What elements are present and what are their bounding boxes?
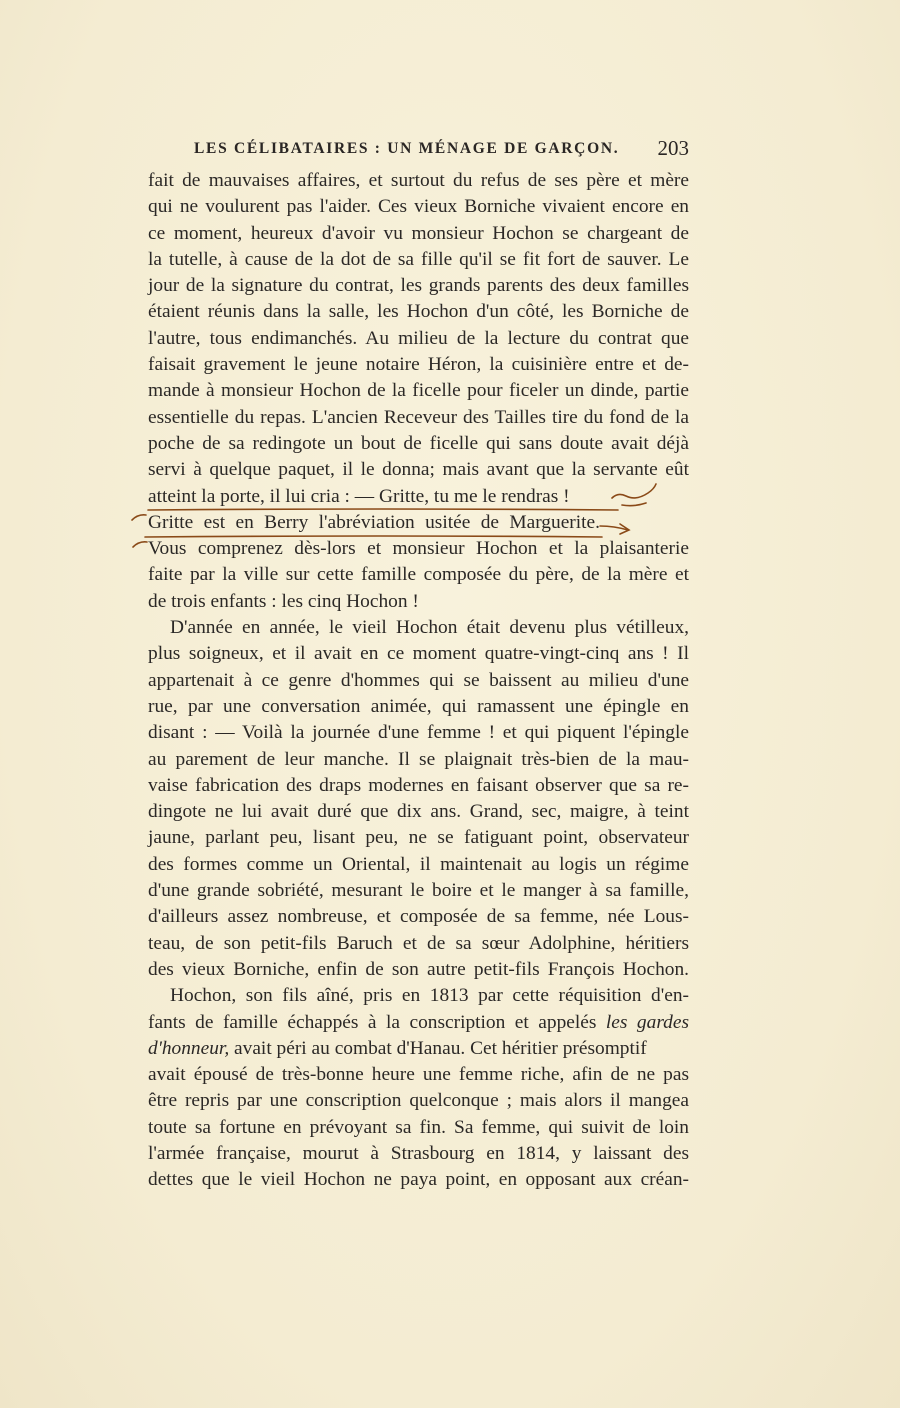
- text-line: l'autre, tous endimanchés. Au milieu de la lecture du contrat que: [148, 327, 689, 349]
- tick-mark: [133, 542, 147, 547]
- text-line: atteint la porte, il lui cria : — Gritte, tu me le rendras !: [148, 485, 570, 507]
- body-text: [148, 168, 689, 1194]
- text-line-with-italic: [148, 1010, 689, 1036]
- text-line: d'ailleurs assez nombreuse, et composée de sa femme, née Lous-: [148, 906, 689, 928]
- page-number: 203: [657, 136, 689, 160]
- text-line: servi à quelque paquet, il le donna; mais avant que la servante eût: [148, 459, 689, 481]
- text-line: d'une grande sobriété, mesurant le boire et le manger à sa famille,: [148, 880, 689, 902]
- text-line: mande à monsieur Hochon de la ficelle pour ficeler un dinde, partie: [148, 380, 689, 402]
- text-line: être repris par une conscription quelconque ; mais alors il mangea: [148, 1090, 689, 1112]
- text-line: Vous comprenez dès-lors et monsieur Hochon et la plaisanterie: [148, 538, 689, 560]
- text-line: l'armée française, mourut à Strasbourg en 1814, y laissant des: [148, 1142, 689, 1164]
- italic-text: d'honneur,: [148, 1037, 230, 1059]
- text-line: vaise fabrication des draps modernes en faisant observer que sa re-: [148, 774, 689, 796]
- text-line: faite par la ville sur cette famille composée du père, de la mère et: [148, 564, 689, 586]
- text-line: la tutelle, à cause de la dot de sa fille qu'il se fit fort de sauver. Le: [148, 248, 689, 270]
- text-line: fait de mauvaises affaires, et surtout du refus de ses père et mère: [148, 170, 689, 191]
- text-line: appartenait à ce genre d'hommes qui se baissent au milieu d'une: [148, 669, 689, 691]
- text-line: faisait gravement le jeune notaire Héron, la cuisinière entre et de-: [148, 354, 689, 376]
- text-line: disant : — Voilà la journée d'une femme ! et qui piquent l'épingle: [148, 722, 689, 744]
- footnote-text: Gritte est en Berry l'abréviation usitée de Marguerite.: [148, 511, 600, 533]
- text-line: étaient réunis dans la salle, les Hochon d'un côté, les Borniche de: [148, 301, 689, 323]
- text-line: au parement de leur manche. Il se plaignait très-bien de la mau-: [148, 748, 689, 770]
- text-span: avait péri au combat d'Hanau. Cet héritier présomptif: [229, 1037, 647, 1059]
- text-line: jour de la signature du contrat, les grands parents des deux familles: [148, 275, 689, 297]
- paragraph-start: Hochon, son fils aîné, pris en 1813 par cette réquisition d'en-: [170, 985, 689, 1007]
- text-line: rue, par une conversation animée, qui ramassent une épingle en: [148, 695, 689, 717]
- text-span: fants de famille échappés à la conscription et appelés: [148, 1011, 597, 1033]
- text-line: ce moment, heureux d'avoir vu monsieur Hochon se chargeant de: [148, 222, 689, 244]
- text-line: jaune, parlant peu, lisant peu, ne se fatiguant point, observateur: [148, 827, 689, 849]
- text-line: qui ne voulurent pas l'aider. Ces vieux Borniche vivaient encore en: [148, 196, 689, 218]
- text-line: des vieux Borniche, enfin de son autre petit-fils François Hochon.: [148, 958, 689, 980]
- text-line-with-italic: [148, 1036, 689, 1062]
- italic-text: les gardes: [605, 1011, 689, 1033]
- running-title: LES CÉLIBATAIRES : UN MÉNAGE DE GARÇON.: [194, 140, 620, 157]
- text-line: avait épousé de très-bonne heure une femme riche, afin de ne pas: [148, 1064, 689, 1086]
- text-line: teau, de son petit-fils Baruch et de sa sœur Adolphine, héritiers: [148, 932, 689, 954]
- text-line: poche de sa redingote un bout de ficelle qui sans doute avait déjà: [148, 432, 689, 454]
- tick-mark: [132, 515, 146, 520]
- paragraph-start: D'année en année, le vieil Hochon était devenu plus vétilleux,: [170, 617, 689, 639]
- page-header: [194, 136, 694, 164]
- text-line: plus soigneux, et il avait en ce moment quatre-vingt-cinq ans ! Il: [148, 643, 689, 665]
- text-line: toute sa fortune en prévoyant sa fin. Sa femme, qui suivit de loin: [148, 1116, 689, 1138]
- text-line: dettes que le vieil Hochon ne paya point, en opposant aux créan-: [148, 1169, 689, 1191]
- text-line: essentielle du repas. L'ancien Receveur des Tailles tire du fond de la: [148, 406, 689, 428]
- text-line: de trois enfants : les cinq Hochon !: [148, 590, 419, 612]
- text-line: dingote ne lui avait duré que dix ans. Grand, sec, maigre, à teint: [148, 801, 689, 823]
- footnote-line: [148, 510, 689, 536]
- text-line: des formes comme un Oriental, il maintenait au logis un régime: [148, 853, 689, 875]
